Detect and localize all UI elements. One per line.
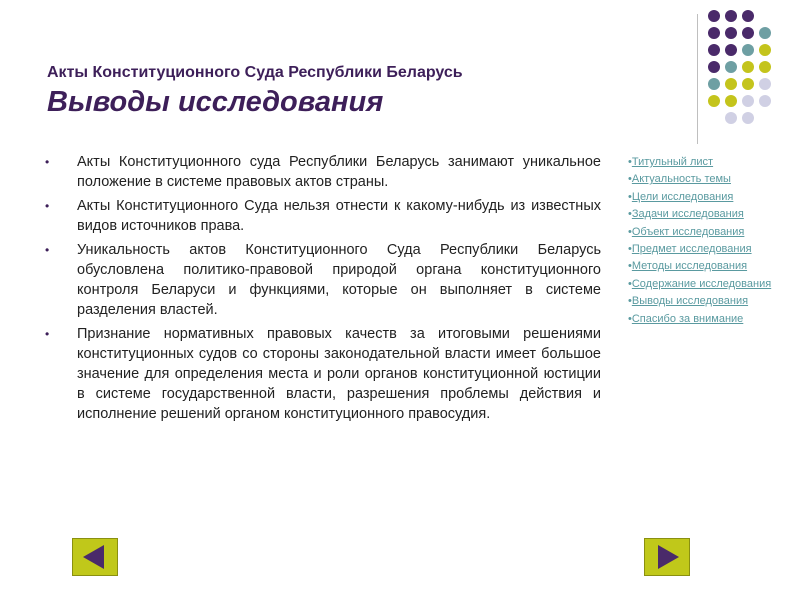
decorative-dot	[742, 61, 754, 73]
nav-link-tasks[interactable]: Задачи исследования	[631, 208, 744, 221]
decorative-dot	[708, 44, 720, 56]
nav-item-conclusions	[628, 293, 771, 310]
decorative-dot	[725, 112, 737, 124]
nav-bullet-icon: •	[628, 190, 632, 203]
decorative-dot	[708, 61, 720, 73]
nav-item-content	[628, 276, 771, 293]
bullet-text: Акты Конституционного суда Республики Беларусь занимают уникальное положение в системе правовых актов страны.	[77, 154, 601, 190]
decorative-dot	[725, 44, 737, 56]
nav-bullet-icon: •	[628, 225, 632, 238]
decorative-dot	[759, 78, 771, 90]
nav-link-relevance[interactable]: Актуальность темы	[631, 173, 731, 186]
decorative-divider-line	[697, 14, 698, 144]
nav-bullet-icon: •	[628, 277, 632, 290]
nav-item-goals	[628, 189, 771, 206]
nav-link-object[interactable]: Объект исследования	[631, 225, 745, 238]
decorative-dot	[742, 27, 754, 39]
bullet-item	[45, 196, 601, 236]
slide-navigation-menu	[628, 154, 771, 328]
nav-bullet-icon: •	[628, 312, 632, 325]
decorative-dot	[708, 10, 720, 22]
nav-item-object	[628, 224, 771, 241]
bullet-item	[45, 240, 601, 320]
bullet-item	[45, 152, 601, 192]
nav-item-title	[628, 154, 771, 171]
decorative-dot	[759, 61, 771, 73]
nav-item-thanks	[628, 311, 771, 328]
bullet-text: Акты Конституционного Суда нельзя отнести к какому-нибудь из известных видов источников права.	[77, 198, 601, 234]
bullet-icon: •	[45, 327, 50, 341]
decorative-dot	[759, 27, 771, 39]
bullet-icon: •	[45, 155, 50, 169]
decorative-dot	[725, 27, 737, 39]
nav-bullet-icon: •	[628, 173, 632, 186]
nav-item-subject	[628, 241, 771, 258]
previous-slide-button[interactable]	[72, 538, 118, 576]
nav-link-conclusions[interactable]: Выводы исследования	[631, 295, 749, 308]
nav-link-methods[interactable]: Методы исследования	[631, 260, 748, 273]
decorative-dot	[725, 61, 737, 73]
decorative-dot	[725, 78, 737, 90]
decorative-dot	[725, 95, 737, 107]
slide-subtitle: Выводы исследования	[47, 86, 384, 118]
nav-link-thanks[interactable]: Спасибо за внимание	[631, 312, 744, 325]
slide-title: Акты Конституционного Суда Республики Беларусь	[47, 64, 463, 81]
nav-link-subject[interactable]: Предмет исследования	[631, 243, 752, 256]
decorative-dot	[708, 95, 720, 107]
right-arrow-icon	[645, 539, 689, 575]
decorative-dot	[708, 78, 720, 90]
decorative-dot	[742, 95, 754, 107]
decorative-dot	[742, 10, 754, 22]
nav-item-methods	[628, 258, 771, 275]
bullet-list	[45, 152, 601, 428]
next-slide-button[interactable]	[644, 538, 690, 576]
decorative-dot	[742, 112, 754, 124]
nav-bullet-icon: •	[628, 243, 632, 256]
nav-bullet-icon: •	[628, 295, 632, 308]
nav-bullet-icon: •	[628, 208, 632, 221]
nav-link-goals[interactable]: Цели исследования	[631, 190, 734, 203]
bullet-icon: •	[45, 243, 50, 257]
nav-item-relevance	[628, 171, 771, 188]
decorative-dot	[742, 78, 754, 90]
decorative-dot	[708, 27, 720, 39]
bullet-text: Уникальность актов Конституционного Суда Республики Беларусь обусловлена политико-правовой природой органа конституционного контроля Беларуси и функциями, которые он выполняет в системе разделения властей.	[77, 242, 601, 318]
nav-link-title[interactable]: Титульный лист	[631, 156, 714, 168]
nav-item-tasks	[628, 206, 771, 223]
decorative-dot	[759, 44, 771, 56]
nav-link-content[interactable]: Содержание исследования	[631, 277, 772, 290]
bullet-icon: •	[45, 199, 50, 213]
nav-bullet-icon: •	[628, 260, 632, 273]
decorative-dot	[725, 10, 737, 22]
nav-bullet-icon: •	[628, 156, 632, 168]
bullet-text: Признание нормативных правовых качеств за итоговыми решениями конституционных судов со стороны законодательной власти имеет большое значение для определения места и роли органов конституционной юстиции в системе государственной власти, разрешения проблемы действия и исполнение решений органом конституционного правосудия.	[77, 326, 601, 422]
left-arrow-icon	[73, 539, 117, 575]
decorative-dot	[742, 44, 754, 56]
bullet-item	[45, 324, 601, 424]
decorative-dot	[759, 95, 771, 107]
